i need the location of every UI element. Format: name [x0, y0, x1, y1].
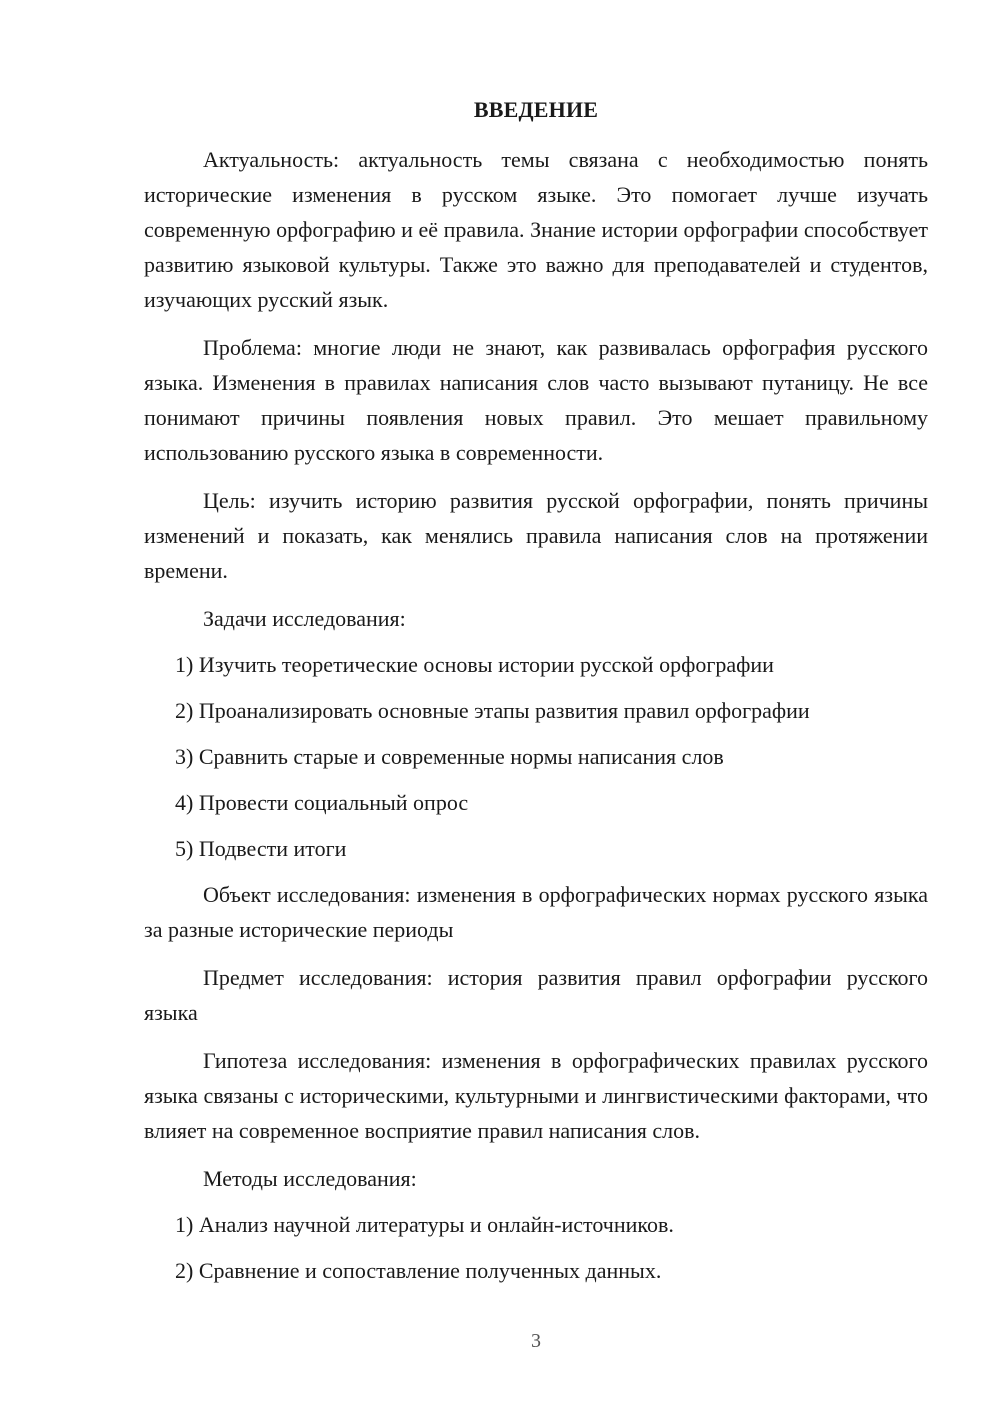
task-item: 4) Провести социальный опрос [175, 790, 469, 815]
object-paragraph: Объект исследования: изменения в орфографических нормах русского языка за разные исторические периоды [144, 882, 928, 942]
method-item: 2) Сравнение и сопоставление полученных данных. [175, 1258, 662, 1283]
task-item: 2) Проанализировать основные этапы развития правил орфографии [175, 698, 810, 723]
problem-paragraph: Проблема: многие люди не знают, как развивалась орфография русского языка. Изменения в правилах написания слов часто вызывают путаницу. Не все понимают причины появления новых правил. Это мешает правильному использованию русского языка в современности. [144, 335, 928, 465]
relevance-paragraph: Актуальность: актуальность темы связана с необходимостью понять исторические изменения в русском языке. Это помогает лучше изучать современную орфографию и её правила. Знание истории орфографии способствует развитию языковой культуры. Также это важно для преподавателей и студентов, изучающих русский язык. [144, 147, 928, 312]
page-title: ВВЕДЕНИЕ [473, 97, 599, 122]
subject-paragraph: Предмет исследования: история развития правил орфографии русского языка [144, 965, 928, 1025]
page-content [144, 92, 928, 1299]
task-item: 3) Сравнить старые и современные нормы написания слов [175, 744, 724, 769]
page-number: 3 [531, 1330, 541, 1352]
task-item: 1) Изучить теоретические основы истории русской орфографии [175, 652, 774, 677]
method-item: 1) Анализ научной литературы и онлайн-источников. [175, 1212, 674, 1237]
goal-paragraph: Цель: изучить историю развития русской орфографии, понять причины изменений и показать, как менялись правила написания слов на протяжении времени. [144, 488, 928, 583]
methods-heading: Методы исследования: [203, 1166, 417, 1191]
tasks-heading: Задачи исследования: [203, 606, 406, 631]
hypothesis-paragraph: Гипотеза исследования: изменения в орфографических правилах русского языка связаны с историческими, культурными и лингвистическими факторами, что влияет на современное восприятие правил написания слов. [144, 1048, 928, 1143]
task-item: 5) Подвести итоги [175, 836, 347, 861]
